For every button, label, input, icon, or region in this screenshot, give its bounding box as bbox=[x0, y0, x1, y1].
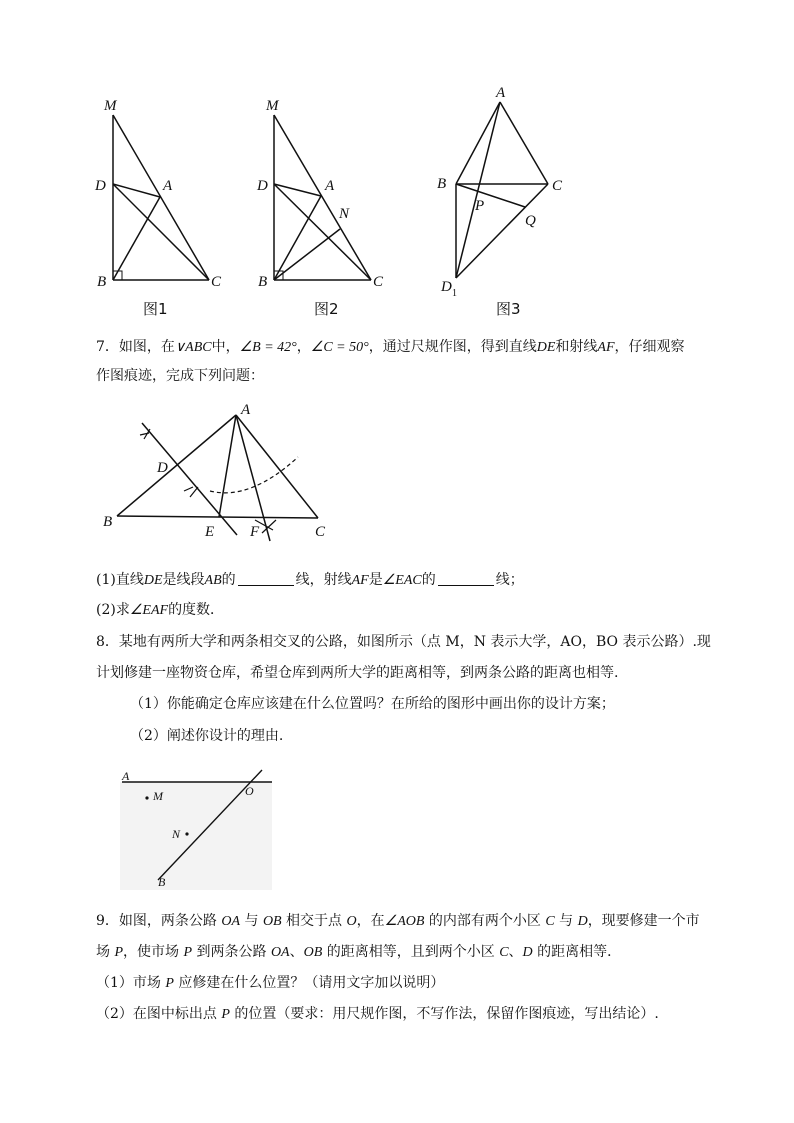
q7-p1-a: (1)直线 bbox=[96, 572, 144, 588]
q7-part-1 bbox=[96, 570, 524, 591]
q9-p: P bbox=[114, 945, 124, 960]
q8-figure bbox=[0, 760, 300, 899]
fig3-label-q: Q bbox=[525, 213, 536, 229]
q9-l2-a: 场 bbox=[96, 944, 115, 960]
fig2-label-n: N bbox=[339, 206, 350, 222]
figure-1 bbox=[0, 0, 794, 334]
q9-aob: ∠AOB bbox=[384, 914, 425, 929]
q7-p2-eaf: ∠EAF bbox=[129, 603, 169, 618]
fig2-label-b: B bbox=[258, 274, 268, 290]
q7-p1-ab: AB bbox=[204, 573, 222, 588]
q7-part-2 bbox=[96, 600, 224, 621]
q8-figure-svg bbox=[0, 760, 300, 895]
q7-fig-label-b: B bbox=[103, 514, 113, 530]
fig1-label-m: M bbox=[104, 98, 117, 114]
q9-d: D bbox=[577, 914, 588, 929]
q7-text-b: 中， bbox=[211, 339, 240, 355]
q9-o: O bbox=[346, 914, 357, 929]
q8-point-n bbox=[185, 832, 188, 835]
q8-fig-label-a: A bbox=[122, 769, 130, 783]
q7-figure bbox=[0, 395, 400, 549]
q7-blank-1[interactable] bbox=[238, 571, 294, 586]
q7-triangle: ∨ABC bbox=[174, 340, 212, 355]
q9-line-1 bbox=[96, 911, 700, 932]
q9-l2-g: 的距离相等． bbox=[532, 944, 622, 960]
q9-c2: C bbox=[499, 945, 509, 960]
q7-line-1 bbox=[96, 337, 685, 358]
q7-fig-label-e: E bbox=[205, 524, 215, 540]
fig1-label-d: D bbox=[95, 178, 106, 194]
q7-fig-label-a: A bbox=[241, 402, 251, 418]
q8-line-2: 计划修建一座物资仓库，希望仓库到两所大学的距离相等，到两条公路的距离也相等. bbox=[96, 665, 619, 681]
q9-l2-b: ，使市场 bbox=[123, 944, 184, 960]
q9-oa2: OA bbox=[270, 945, 290, 960]
fig3-label-d1-sub: 1 bbox=[452, 288, 457, 299]
q7-de: DE bbox=[536, 340, 556, 355]
q7-number: 7． bbox=[96, 339, 119, 355]
q9-oa: OA bbox=[221, 914, 241, 929]
q7-angle-b: ∠B = 42° bbox=[239, 340, 297, 355]
q7-text-d: 和射线 bbox=[555, 339, 598, 355]
q7-text-a: 如图，在 bbox=[118, 339, 175, 355]
q8-sub-1: （1）你能确定仓库应该建在什么位置吗？在所给的图形中画出你的设计方案； bbox=[130, 696, 615, 712]
fig1-caption: 图1 bbox=[143, 300, 168, 318]
q9-line-2 bbox=[96, 942, 621, 963]
q7-text-e: ，仔细观察 bbox=[614, 339, 685, 355]
q9-l1-d: ，在 bbox=[356, 913, 385, 929]
q7-fig-label-f: F bbox=[250, 524, 260, 540]
q7-angle-c: ∠C = 50° bbox=[310, 340, 369, 355]
q9-l2-d: 、 bbox=[289, 944, 304, 960]
figure-1-svg bbox=[0, 0, 794, 330]
q7-p1-f: 的 bbox=[421, 572, 436, 588]
q9-ob2: OB bbox=[303, 945, 323, 960]
figure-3 bbox=[456, 102, 548, 278]
q7-figure-svg bbox=[0, 395, 400, 545]
q9-s1-a: （1）市场 bbox=[96, 975, 166, 991]
q9-p2: P bbox=[183, 945, 193, 960]
q9-l1-b: 与 bbox=[240, 913, 263, 929]
q7-p1-de: DE bbox=[143, 573, 163, 588]
q9-l1-g: ，现要修建一个市 bbox=[587, 913, 700, 929]
q9-l1-a: 9．如图，两条公路 bbox=[96, 913, 222, 929]
q7-p1-g: 线； bbox=[495, 572, 524, 588]
fig2-label-c: C bbox=[373, 274, 384, 290]
q8-sub-2: （2）阐述你设计的理由. bbox=[130, 728, 284, 744]
q9-sub-2 bbox=[96, 1004, 659, 1025]
q9-l2-c: 到两条公路 bbox=[192, 944, 271, 960]
q9-s1-b: 应修建在什么位置？（请用文字加以说明） bbox=[173, 975, 445, 991]
q7-p1-af: AF bbox=[351, 573, 369, 588]
q7-p1-b: 是线段 bbox=[162, 572, 205, 588]
q7-text-c: ，通过尺规作图，得到直线 bbox=[368, 339, 537, 355]
q9-d2: D bbox=[522, 945, 533, 960]
q9-s2-p: P bbox=[221, 1007, 230, 1022]
fig3-label-c: C bbox=[552, 178, 563, 194]
q8-point-m bbox=[145, 796, 148, 799]
q7-p2-a: (2)求 bbox=[96, 602, 130, 618]
q9-s2-a: （2）在图中标出点 bbox=[96, 1006, 222, 1022]
fig1-label-c: C bbox=[211, 274, 222, 290]
fig3-label-p: P bbox=[475, 198, 485, 214]
q7-fig-label-c: C bbox=[315, 524, 326, 540]
q9-ob: OB bbox=[262, 914, 282, 929]
q9-s1-p: P bbox=[165, 976, 174, 991]
q8-fig-label-b: B bbox=[158, 875, 166, 889]
fig3-label-a: A bbox=[496, 85, 506, 101]
fig2-label-m: M bbox=[266, 98, 279, 114]
fig2-label-d: D bbox=[257, 178, 268, 194]
q9-l2-f: 、 bbox=[508, 944, 523, 960]
q7-p1-d: 线，射线 bbox=[295, 572, 352, 588]
q7-line-2: 作图痕迹，完成下列问题： bbox=[96, 368, 264, 384]
q9-l1-e: 的内部有两个小区 bbox=[424, 913, 546, 929]
q9-sub-1 bbox=[96, 973, 444, 994]
fig1-label-a: A bbox=[163, 178, 173, 194]
fig3-label-b: B bbox=[437, 176, 447, 192]
q7-p2-b: 的度数． bbox=[168, 602, 225, 618]
q7-p1-e: 是 bbox=[368, 572, 383, 588]
q9-s2-b: 的位置（要求：用尺规作图，不写作法，保留作图痕迹，写出结论）. bbox=[229, 1006, 659, 1022]
fig1-label-b: B bbox=[97, 274, 107, 290]
q7-p1-eac: ∠EAC bbox=[382, 573, 422, 588]
q9-l2-e: 的距离相等，且到两个小区 bbox=[322, 944, 500, 960]
figure-2 bbox=[274, 115, 371, 280]
fig3-label-d1: D bbox=[441, 279, 452, 295]
q8-fig-label-m: M bbox=[153, 789, 163, 803]
q8-fig-label-n: N bbox=[172, 827, 181, 841]
fig3-caption: 图3 bbox=[496, 300, 521, 318]
q7-p1-c: 的 bbox=[221, 572, 236, 588]
q9-l1-f: 与 bbox=[554, 913, 578, 929]
fig2-caption: 图2 bbox=[314, 300, 339, 318]
q7-af: AF bbox=[597, 340, 615, 355]
q9-l1-c: 相交于点 bbox=[281, 913, 347, 929]
q7-sep: ， bbox=[296, 339, 311, 355]
q8-line-1: 8．某地有两所大学和两条相交叉的公路，如图所示（点 M，N 表示大学，AO，BO 表示公路）.现 bbox=[96, 634, 711, 650]
q9-c: C bbox=[545, 914, 555, 929]
q7-fig-label-d: D bbox=[157, 460, 168, 476]
q8-fig-label-o: O bbox=[245, 784, 254, 798]
q7-blank-2[interactable] bbox=[438, 571, 494, 586]
fig2-label-a: A bbox=[325, 178, 335, 194]
